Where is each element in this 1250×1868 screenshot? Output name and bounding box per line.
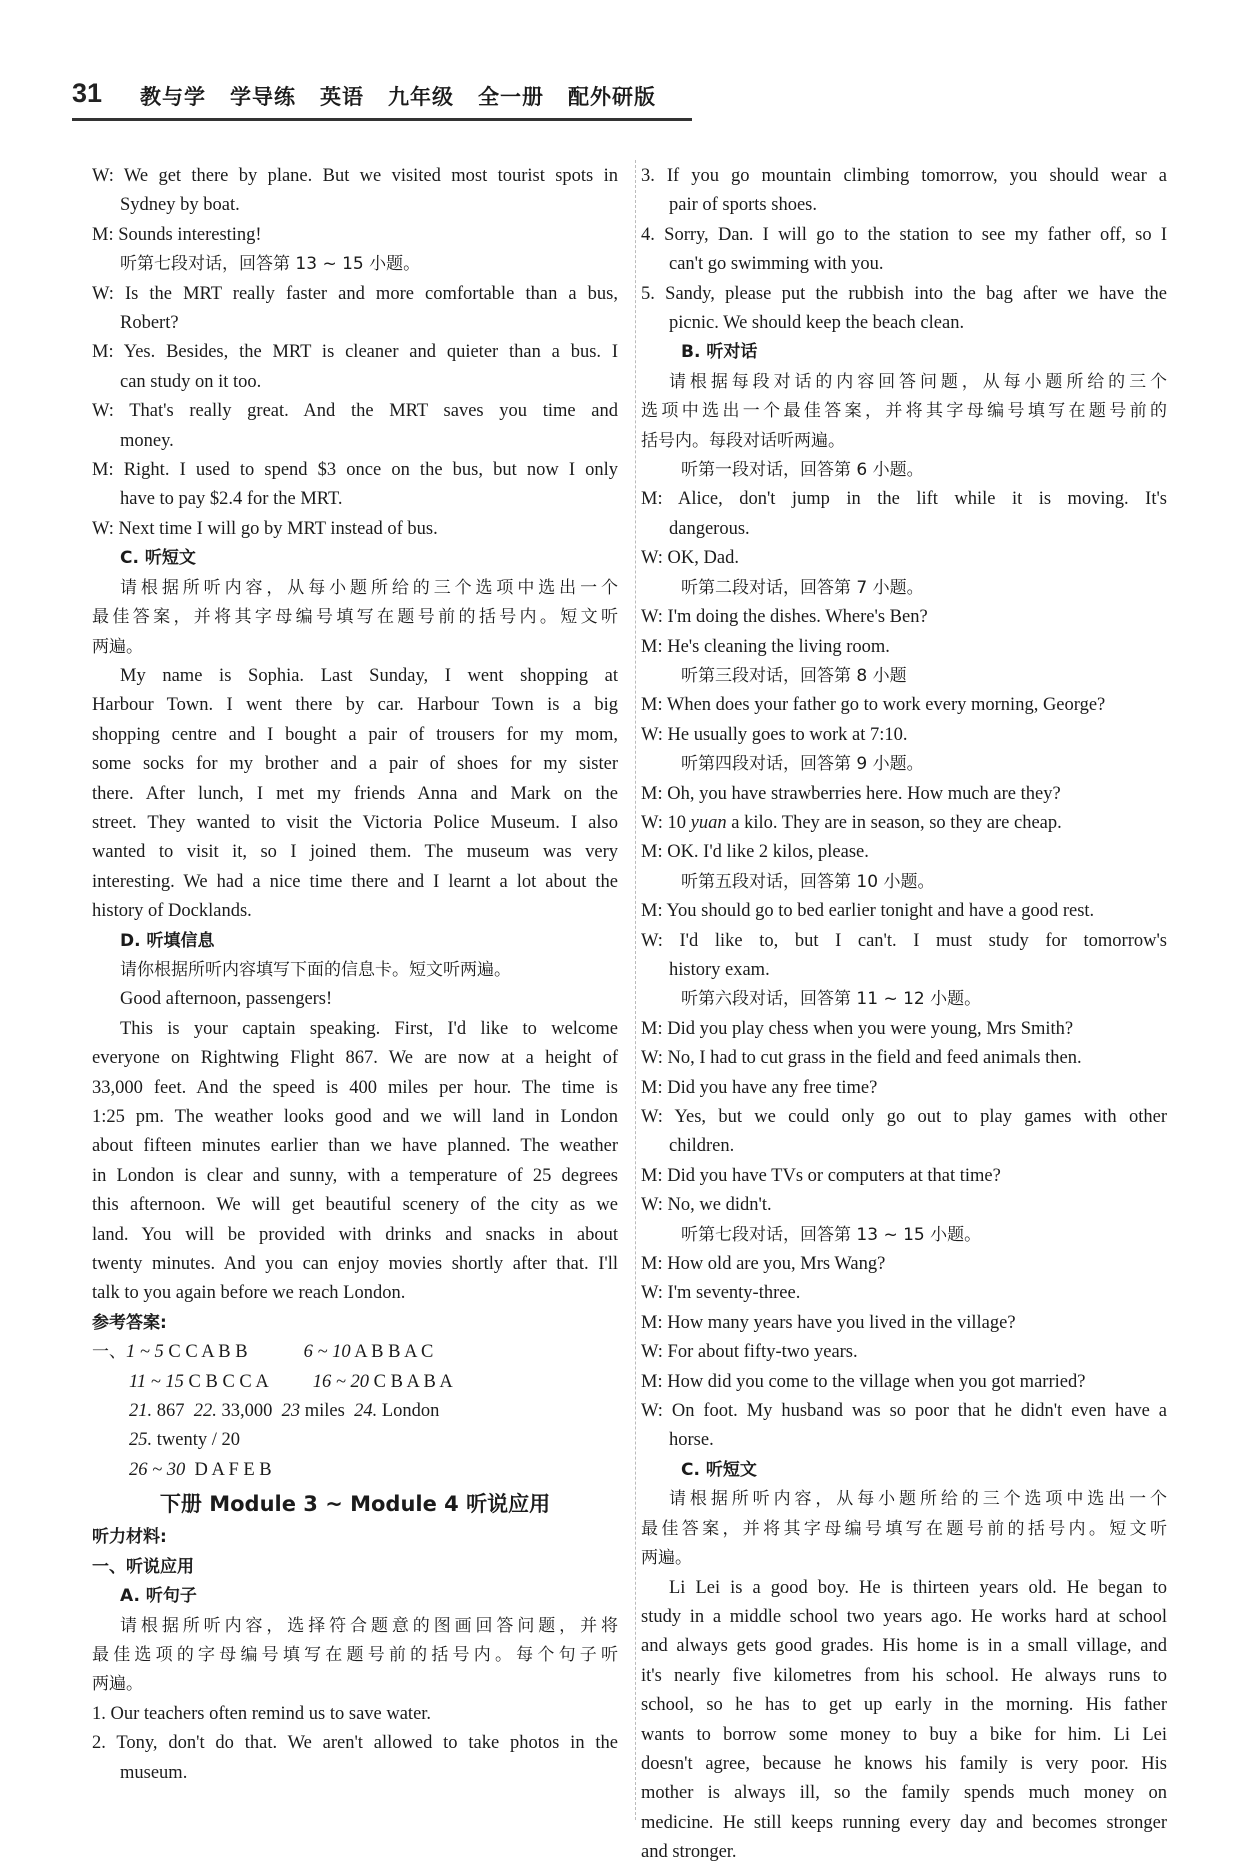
passage-line: land. You will be provided with drinks and snacks in about [92, 1224, 618, 1245]
section-instruction: 听第四段对话，回答第 9 小题。 [681, 754, 924, 775]
section-instruction: 听第三段对话，回答第 8 小题 [681, 665, 907, 686]
title-part: 配外研版 [568, 85, 656, 109]
section-instruction: 听第七段对话，回答第 13 ~ 15 小题。 [120, 254, 421, 275]
answer-value: 33,000 [216, 1401, 282, 1422]
page-header [72, 78, 692, 126]
passage-line: some socks for my brother and a pair of shoes for my sister [92, 754, 618, 775]
dialogue-line: M: Oh, you have strawberries here. How much are they? [641, 783, 1061, 804]
dialogue-line: W: I'm doing the dishes. Where's Ben? [641, 607, 928, 628]
passage-line: it's nearly five kilometres from his school. He always runs to [641, 1665, 1167, 1686]
answer-range: 16 ~ 20 [312, 1371, 369, 1392]
sentence-item: can't go swimming with you. [669, 254, 884, 275]
passage-line: study in a middle school two years ago. He works hard at school [641, 1606, 1167, 1627]
text-line: can study on it too. [120, 371, 262, 392]
answer-row [92, 1338, 618, 1367]
answer-row [92, 1426, 618, 1455]
instruction-line: 请你根据所听内容填写下面的信息卡。短文听两遍。 [120, 959, 511, 980]
answer-number: 24. [354, 1401, 378, 1422]
passage-line: twenty minutes. And you can enjoy movies shortly after that. I'll [92, 1254, 618, 1275]
section-heading: A. 听句子 [120, 1586, 197, 1607]
instruction-line: 选项中选出一个最佳答案，并将其字母编号填写在题号前的 [641, 401, 1167, 422]
instruction-line: 括号内。每段对话听两遍。 [641, 430, 845, 451]
answer-value: London [377, 1401, 440, 1422]
instruction-line: 两遍。 [92, 1674, 143, 1695]
passage-line: about fifteen minutes earlier than we have planned. The weather [92, 1136, 618, 1157]
passage-line: 33,000 feet. And the speed is 400 miles per hour. The time is [92, 1077, 618, 1098]
text-line: W: That's really great. And the MRT saves you time and [92, 401, 618, 422]
passage-line: My name is Sophia. Last Sunday, I went shopping at [120, 665, 618, 686]
answer-value: twenty / 20 [152, 1430, 240, 1451]
sentence-item: museum. [120, 1762, 188, 1783]
sentence-item: 3. If you go mountain climbing tomorrow, you should wear a [641, 166, 1167, 186]
passage-line: doesn't agree, because he knows his family is very poor. His [641, 1753, 1167, 1774]
answer-values: A B B A C [350, 1342, 434, 1363]
answer-values: C C A B B [163, 1342, 248, 1363]
text-line: W: We get there by plane. But we visited most tourist spots in [92, 166, 618, 186]
dialogue-line: W: For about fifty-two years. [641, 1342, 858, 1363]
sentence-item: pair of sports shoes. [669, 195, 817, 216]
answer-row [92, 1456, 618, 1485]
passage-line: there. After lunch, I met my friends Anna and Mark on the [92, 783, 618, 804]
dialogue-line: children. [669, 1136, 735, 1157]
instruction-line: 最佳选项的字母编号填写在题号前的括号内。每个句子听 [92, 1644, 618, 1665]
book-title [140, 81, 680, 111]
text-line: money. [120, 430, 174, 451]
dialogue-line: M: Did you have TVs or computers at that time? [641, 1165, 1001, 1186]
instruction-line: 请根据每段对话的内容回答问题，从每小题所给的三个 [669, 371, 1167, 392]
text-line: Robert? [120, 313, 179, 334]
answer-number: 21. [129, 1401, 153, 1422]
passage-line: mother is always ill, so the family spends much money on [641, 1783, 1167, 1804]
answer-number: 23 [281, 1401, 301, 1422]
passage-line: interesting. We had a nice time there and I learnt a lot about the [92, 871, 618, 892]
section-instruction: 听第二段对话，回答第 7 小题。 [681, 577, 924, 598]
dialogue-line: M: Did you play chess when you were young, Mrs Smith? [641, 1018, 1074, 1039]
title-part: 九年级 [388, 85, 454, 109]
dialogue-line [641, 809, 1167, 838]
column-divider [635, 160, 636, 1820]
passage-line: school, so he has to get up early in the morning. His father [641, 1695, 1167, 1716]
passage-line: everyone on Rightwing Flight 867. We are now at a height of [92, 1048, 618, 1069]
answer-range: 11 ~ 15 [129, 1371, 184, 1392]
text-line: M: Yes. Besides, the MRT is cleaner and quieter than a bus. I [92, 342, 618, 363]
passage-line: in London is clear and sunny, with a temperature of 25 degrees [92, 1165, 618, 1186]
section-heading: 听力材料: [92, 1527, 167, 1548]
passage-line: wanted to visit it, so I joined them. The museum was very [92, 842, 618, 863]
passage-line: this afternoon. We will get beautiful scenery of the city as we [92, 1195, 618, 1216]
sentence-item: picnic. We should keep the beach clean. [669, 313, 965, 334]
instruction-line: 最佳答案，并将其字母编号填写在题号前的括号内。短文听 [92, 607, 618, 628]
sentence-item: 2. Tony, don't do that. We aren't allowed to take photos in the [92, 1733, 618, 1754]
passage-line: medicine. He still keeps running every day and becomes stronger [641, 1812, 1167, 1833]
answer-range: 26 ~ 30 [129, 1459, 186, 1480]
module-title: 下册 Module 3 ~ Module 4 听说应用 [159, 1492, 551, 1517]
dialogue-line: W: I'd like to, but I can't. I must study for tomorrow's [641, 930, 1167, 951]
instruction-line: 最佳答案，并将其字母编号填写在题号前的括号内。短文听 [641, 1518, 1167, 1539]
answer-value: 867 [152, 1401, 194, 1422]
dialogue-line: M: When does your father go to work every morning, George? [641, 695, 1106, 716]
dialogue-line: M: How old are you, Mrs Wang? [641, 1254, 886, 1275]
section-heading: D. 听填信息 [120, 930, 215, 951]
text-span: W: 10 [641, 812, 691, 833]
answer-number: 22. [193, 1401, 217, 1422]
passage-line: This is your captain speaking. First, I'd like to welcome [120, 1018, 618, 1039]
title-part: 教与学 [140, 85, 206, 109]
dialogue-line: W: I'm seventy-three. [641, 1283, 801, 1304]
text-line: M: Sounds interesting! [92, 224, 262, 245]
instruction-line: 请根据所听内容，从每小题所给的三个选项中选出一个 [669, 1489, 1167, 1510]
text-line: have to pay $2.4 for the MRT. [120, 489, 343, 510]
passage-line: Harbour Town. I went there by car. Harbour Town is a big [92, 695, 618, 716]
answer-number: 25. [129, 1430, 153, 1451]
dialogue-line: history exam. [669, 959, 770, 980]
text-span: yuan [690, 812, 727, 833]
dialogue-line: M: Did you have any free time? [641, 1077, 878, 1098]
text-span: a kilo. They are in season, so they are cheap. [726, 812, 1062, 833]
title-part: 学导练 [230, 85, 296, 109]
answer-range: 1 ~ 5 [126, 1342, 164, 1363]
section-instruction: 听第六段对话，回答第 11 ~ 12 小题。 [681, 989, 982, 1010]
dialogue-line: M: How many years have you lived in the village? [641, 1312, 1016, 1333]
dialogue-line: M: How did you come to the village when you got married? [641, 1371, 1086, 1392]
answer-part: 一、 [92, 1342, 126, 1363]
instruction-line: 请根据所听内容，从每小题所给的三个选项中选出一个 [120, 577, 618, 598]
answer-range: 6 ~ 10 [303, 1342, 351, 1363]
answer-values: C B C C A [183, 1371, 269, 1392]
dialogue-line: W: On foot. My husband was so poor that he didn't even have a [641, 1401, 1167, 1422]
sentence-item: 5. Sandy, please put the rubbish into the bag after we have the [641, 283, 1167, 304]
section-heading: C. 听短文 [120, 548, 196, 569]
passage-line: wants to borrow some money to buy a bike for him. Li Lei [641, 1724, 1167, 1745]
passage-line: Good afternoon, passengers! [120, 989, 333, 1010]
right-column [641, 162, 1167, 1868]
answer-key-heading: 参考答案: [92, 1312, 167, 1333]
title-part: 全一册 [478, 85, 544, 109]
passage-line: 1:25 pm. The weather looks good and we will land in London [92, 1107, 618, 1127]
dialogue-line: W: Yes, but we could only go out to play games with other [641, 1107, 1167, 1127]
passage-line: Li Lei is a good boy. He is thirteen years old. He began to [669, 1577, 1167, 1598]
instruction-line: 两遍。 [92, 636, 143, 657]
dialogue-line: W: OK, Dad. [641, 548, 739, 569]
text-line: W: Next time I will go by MRT instead of bus. [92, 518, 438, 539]
sentence-item: 4. Sorry, Dan. I will go to the station to see my father off, so I [641, 224, 1167, 245]
title-part: 英语 [320, 85, 364, 109]
text-line: M: Right. I used to spend $3 once on the bus, but now I only [92, 460, 618, 481]
passage-line: talk to you again before we reach London. [92, 1283, 406, 1304]
page-number: 31 [72, 78, 103, 108]
passage-line: and always gets good grades. His home is in a small village, and [641, 1636, 1167, 1657]
section-heading: C. 听短文 [681, 1459, 757, 1480]
section-instruction: 听第一段对话，回答第 6 小题。 [681, 460, 924, 481]
text-line: W: Is the MRT really faster and more comfortable than a bus, [92, 283, 618, 304]
dialogue-line: W: No, I had to cut grass in the field and feed animals then. [641, 1048, 1082, 1069]
left-column [92, 162, 618, 1788]
answer-values: C B A B A [368, 1371, 453, 1392]
text-line: Sydney by boat. [120, 195, 240, 216]
section-instruction: 听第五段对话，回答第 10 小题。 [681, 871, 935, 892]
dialogue-line: W: He usually goes to work at 7:10. [641, 724, 908, 745]
dialogue-line: W: No, we didn't. [641, 1195, 772, 1216]
passage-line: history of Docklands. [92, 901, 252, 922]
passage-line: street. They wanted to visit the Victoria Police Museum. I also [92, 812, 618, 833]
passage-line: shopping centre and I bought a pair of trousers for my mom, [92, 724, 618, 745]
section-instruction: 听第七段对话，回答第 13 ~ 15 小题。 [681, 1224, 982, 1245]
section-heading: 一、听说应用 [92, 1556, 194, 1577]
dialogue-line: M: He's cleaning the living room. [641, 636, 890, 657]
dialogue-line: horse. [669, 1430, 714, 1451]
section-heading: B. 听对话 [681, 342, 758, 363]
answer-values: D A F E B [185, 1459, 272, 1480]
sentence-item: 1. Our teachers often remind us to save water. [92, 1703, 432, 1724]
dialogue-line: M: Alice, don't jump in the lift while it is moving. It's [641, 489, 1167, 510]
answer-row [92, 1368, 618, 1397]
instruction-line: 两遍。 [641, 1548, 692, 1569]
dialogue-line: M: You should go to bed earlier tonight and have a good rest. [641, 901, 1095, 922]
dialogue-line: dangerous. [669, 518, 750, 539]
header-rule [72, 118, 692, 121]
passage-line: and stronger. [641, 1842, 737, 1863]
answer-value: miles [300, 1401, 355, 1422]
answer-row [92, 1397, 618, 1426]
dialogue-line: M: OK. I'd like 2 kilos, please. [641, 842, 869, 863]
instruction-line: 请根据所听内容，选择符合题意的图画回答问题，并将 [120, 1615, 618, 1636]
